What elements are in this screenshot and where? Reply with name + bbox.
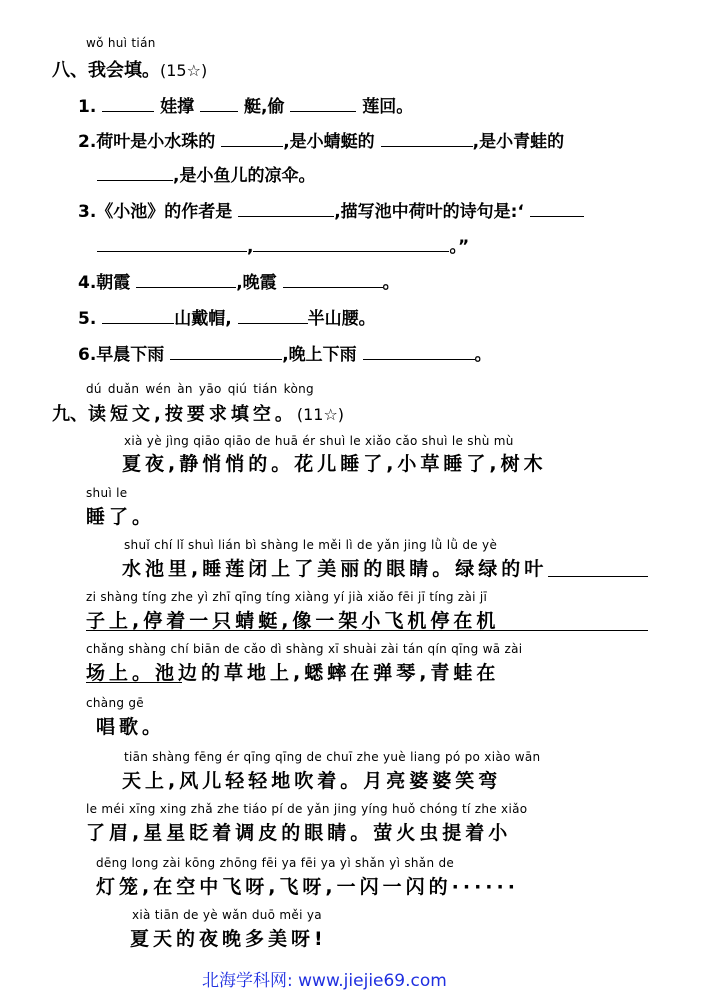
answer-blank[interactable] bbox=[290, 95, 356, 112]
section9-score: (11☆) bbox=[296, 405, 345, 424]
passage-line: 唱歌。 bbox=[96, 716, 166, 738]
answer-blank[interactable] bbox=[102, 307, 174, 324]
passage-pinyin: le méi xīng xing zhǎ zhe tiáo pí de yǎn jing yíng huǒ chóng tí zhe xiǎo bbox=[86, 802, 528, 816]
passage-line: 子上,停着一只蜻蜓,像一架小飞机停在机 bbox=[86, 610, 500, 632]
question-5 bbox=[78, 304, 376, 329]
passage-underline bbox=[86, 682, 182, 683]
answer-blank[interactable] bbox=[253, 235, 449, 252]
answer-blank[interactable] bbox=[381, 130, 473, 147]
question-4-text-b: ,晚霞 bbox=[236, 273, 277, 293]
question-3-separator: , bbox=[247, 237, 254, 257]
close-quote: 。” bbox=[449, 237, 470, 257]
question-1-text-b: 艇,偷 bbox=[243, 97, 285, 117]
question-6-number: 6. bbox=[78, 345, 97, 365]
passage-line: 场上。池边的草地上,蟋蟀在弹琴,青蛙在 bbox=[86, 662, 500, 684]
question-5-text-b: 半山腰。 bbox=[307, 309, 376, 329]
section9-heading-text: 读短文,按要求填空。 bbox=[88, 404, 297, 425]
question-1-text-c: 莲回。 bbox=[362, 97, 414, 117]
section9-heading bbox=[52, 400, 344, 426]
question-5-text-a: 山戴帽, bbox=[174, 309, 232, 329]
passage-pinyin: xià tiān de yè wǎn duō měi ya bbox=[132, 908, 322, 922]
passage-line: 夏天的夜晚多美呀! bbox=[130, 928, 327, 950]
question-1 bbox=[78, 92, 413, 117]
passage-pinyin: shuì le bbox=[86, 486, 128, 500]
passage-line: 灯笼,在空中飞呀,飞呀,一闪一闪的······ bbox=[96, 876, 519, 898]
answer-blank[interactable] bbox=[530, 200, 584, 217]
open-quote: ‘ bbox=[517, 202, 524, 222]
passage-underline bbox=[86, 630, 648, 631]
section8-heading-text: 我会填。 bbox=[88, 60, 160, 81]
question-6-text-a: 早晨下雨 bbox=[96, 345, 165, 365]
section8-heading bbox=[52, 56, 207, 82]
answer-blank[interactable] bbox=[221, 130, 283, 147]
passage-pinyin: dēng long zài kōng zhōng fēi ya fēi ya yì shǎn yì shǎn de bbox=[96, 856, 455, 870]
passage-pinyin: shuǐ chí lǐ shuì lián bì shàng le měi lì de yǎn jing lǜ lǜ de yè bbox=[124, 538, 498, 552]
passage-line: 了眉,星星眨着调皮的眼睛。萤火虫提着小 bbox=[86, 822, 512, 844]
answer-blank[interactable] bbox=[283, 271, 383, 288]
question-3-text-b: ,描写池中荷叶的诗句是: bbox=[334, 202, 518, 222]
question-4-text-c: 。 bbox=[382, 273, 400, 293]
question-2-number: 2. bbox=[78, 132, 97, 152]
question-3-text-a: 《小池》的作者是 bbox=[96, 202, 233, 222]
answer-blank[interactable] bbox=[363, 343, 475, 360]
question-1-text-a: 娃撑 bbox=[160, 97, 195, 117]
answer-blank[interactable] bbox=[238, 307, 308, 324]
question-6-text-b: ,晚上下雨 bbox=[282, 345, 357, 365]
passage-line: 睡了。 bbox=[86, 506, 156, 528]
question-2-text-a: 荷叶是小水珠的 bbox=[96, 132, 216, 152]
question-3-number: 3. bbox=[78, 202, 97, 222]
question-3-line2 bbox=[97, 232, 469, 257]
passage-pinyin: zi shàng tíng zhe yì zhī qīng tíng xiàng yí jià xiǎo fēi jī tíng zài jī bbox=[86, 590, 488, 604]
question-2 bbox=[78, 127, 564, 152]
passage-pinyin: xià yè jìng qiāo qiāo de huā ér shuì le xiǎo cǎo shuì le shù mù bbox=[124, 434, 514, 448]
question-2-text-d: ,是小鱼儿的凉伞。 bbox=[173, 166, 316, 186]
passage-pinyin: chǎng shàng chí biān de cǎo dì shàng xī shuài zài tán qín qīng wā zài bbox=[86, 642, 523, 656]
question-4 bbox=[78, 268, 400, 293]
passage-line: 夏夜,静悄悄的。花儿睡了,小草睡了,树木 bbox=[122, 453, 547, 475]
passage-underline bbox=[548, 576, 648, 577]
question-2-line2 bbox=[97, 161, 315, 186]
section9-heading-prefix: 九、 bbox=[52, 404, 88, 425]
section9-pinyin: dú duǎn wén àn yāo qiú tián kòng bbox=[86, 382, 314, 396]
question-1-number: 1. bbox=[78, 97, 97, 117]
answer-blank[interactable] bbox=[97, 164, 173, 181]
question-3 bbox=[78, 197, 584, 222]
question-2-text-c: ,是小青蛙的 bbox=[472, 132, 565, 152]
question-6 bbox=[78, 340, 492, 365]
answer-blank[interactable] bbox=[200, 95, 238, 112]
answer-blank[interactable] bbox=[170, 343, 282, 360]
question-4-text-a: 朝霞 bbox=[96, 273, 131, 293]
answer-blank[interactable] bbox=[238, 200, 334, 217]
question-5-number: 5. bbox=[78, 309, 97, 329]
section8-score: (15☆) bbox=[160, 61, 208, 80]
answer-blank[interactable] bbox=[102, 95, 154, 112]
question-4-number: 4. bbox=[78, 273, 97, 293]
answer-blank[interactable] bbox=[136, 271, 236, 288]
section8-heading-prefix: 八、 bbox=[52, 60, 88, 81]
passage-pinyin: chàng gē bbox=[86, 696, 144, 710]
answer-blank[interactable] bbox=[97, 235, 247, 252]
section8-pinyin: wǒ huì tián bbox=[86, 36, 156, 50]
question-6-text-c: 。 bbox=[474, 345, 492, 365]
passage-line: 水池里,睡莲闭上了美丽的眼睛。绿绿的叶 bbox=[122, 558, 548, 580]
footer-watermark: 北海学科网: www.jiejie69.com bbox=[202, 971, 447, 991]
question-2-text-b: ,是小蜻蜓的 bbox=[283, 132, 375, 152]
passage-pinyin: tiān shàng fēng ér qīng qīng de chuī zhe yuè liang pó po xiào wān bbox=[124, 750, 541, 764]
passage-line: 天上,风儿轻轻地吹着。月亮婆婆笑弯 bbox=[122, 770, 502, 792]
